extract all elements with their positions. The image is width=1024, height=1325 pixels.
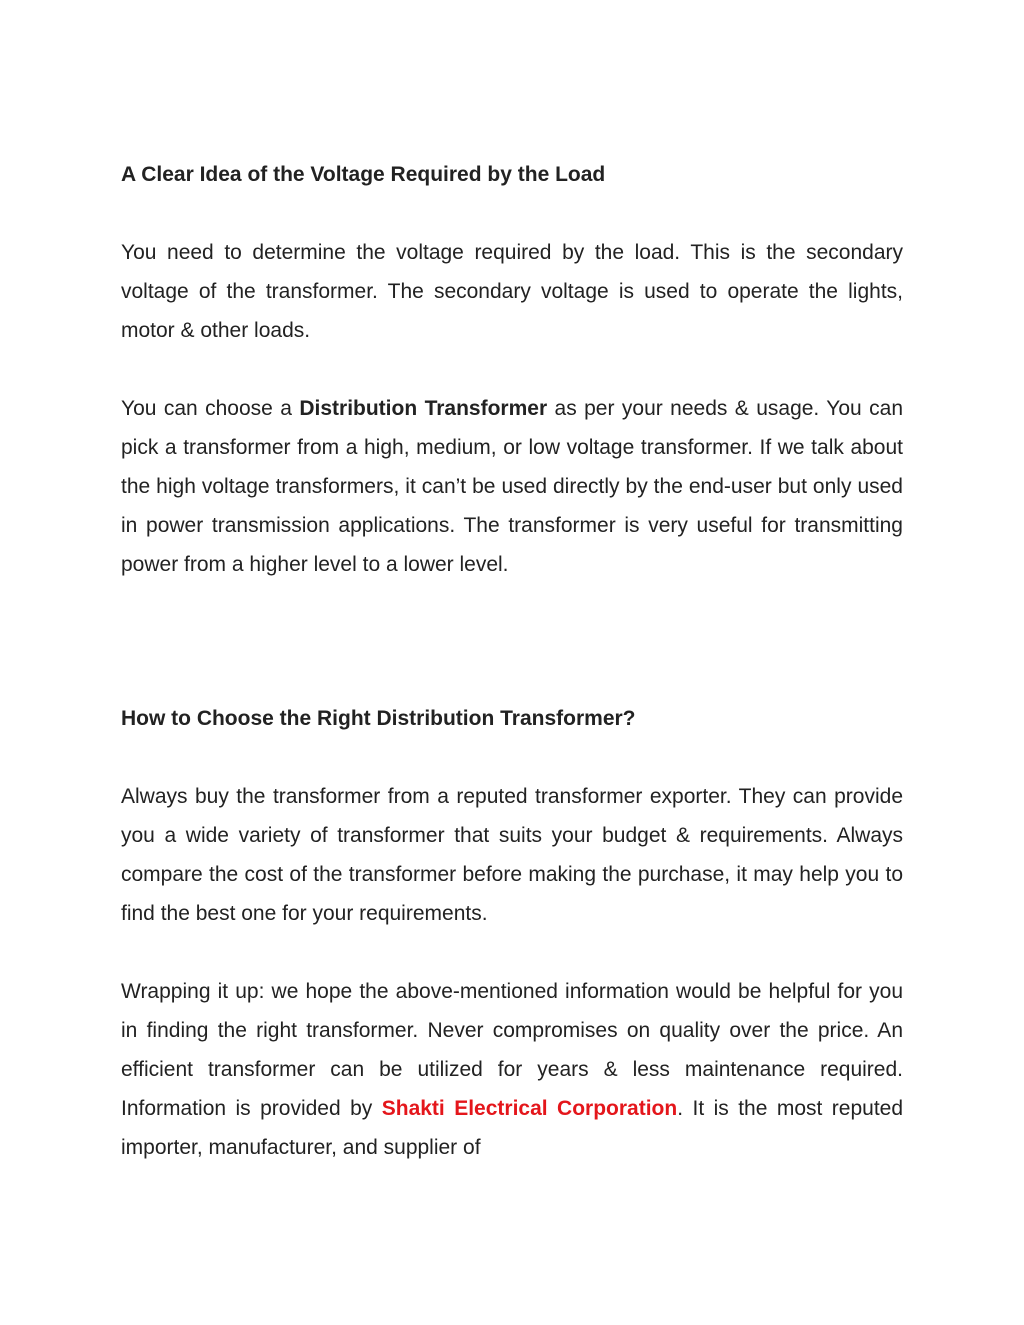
paragraph-text: . It is the most reputed importer, manufacturer, and supplier of [121, 1097, 904, 1159]
paragraph-distribution-transformer [121, 389, 903, 584]
shakti-electrical-link[interactable]: Shakti Electrical Corporation [381, 1097, 678, 1120]
paragraph-secondary-voltage: You need to determine the voltage required by the load. This is the secondary voltage of the transformer. The secondary voltage is used to operate the lights, motor & other loads. [121, 241, 903, 342]
paragraph-wrapping-up [121, 972, 903, 1167]
paragraph-text: You can choose a [121, 397, 300, 420]
paragraph-text: as per your needs & usage. You can pick a transformer from a high, medium, or low voltage transformer. If we talk about the high voltage transformers, it can’t be used directly by the end-user but only used in power transmission applications. The transformer is very useful for transmitting power from a higher level to a lower level. [121, 397, 903, 576]
section-heading-choose: How to Choose the Right Distribution Transformer? [121, 707, 636, 730]
section-heading-voltage: A Clear Idea of the Voltage Required by the Load [121, 163, 606, 186]
paragraph-buy-exporter: Always buy the transformer from a reputed transformer exporter. They can provide you a wide variety of transformer that suits your budget & requirements. Always compare the cost of the transformer before making the purchase, it may help you to find the best one for your requirements. [121, 785, 903, 925]
distribution-transformer-link[interactable]: Distribution Transformer [299, 397, 548, 420]
paragraph-text: Wrapping it up: we hope the above-mentioned information would be helpful for you in finding the right transformer. Never compromises on quality over the price. An efficient transformer can be utilized for years & less maintenance required. Information is provided by [121, 980, 903, 1120]
